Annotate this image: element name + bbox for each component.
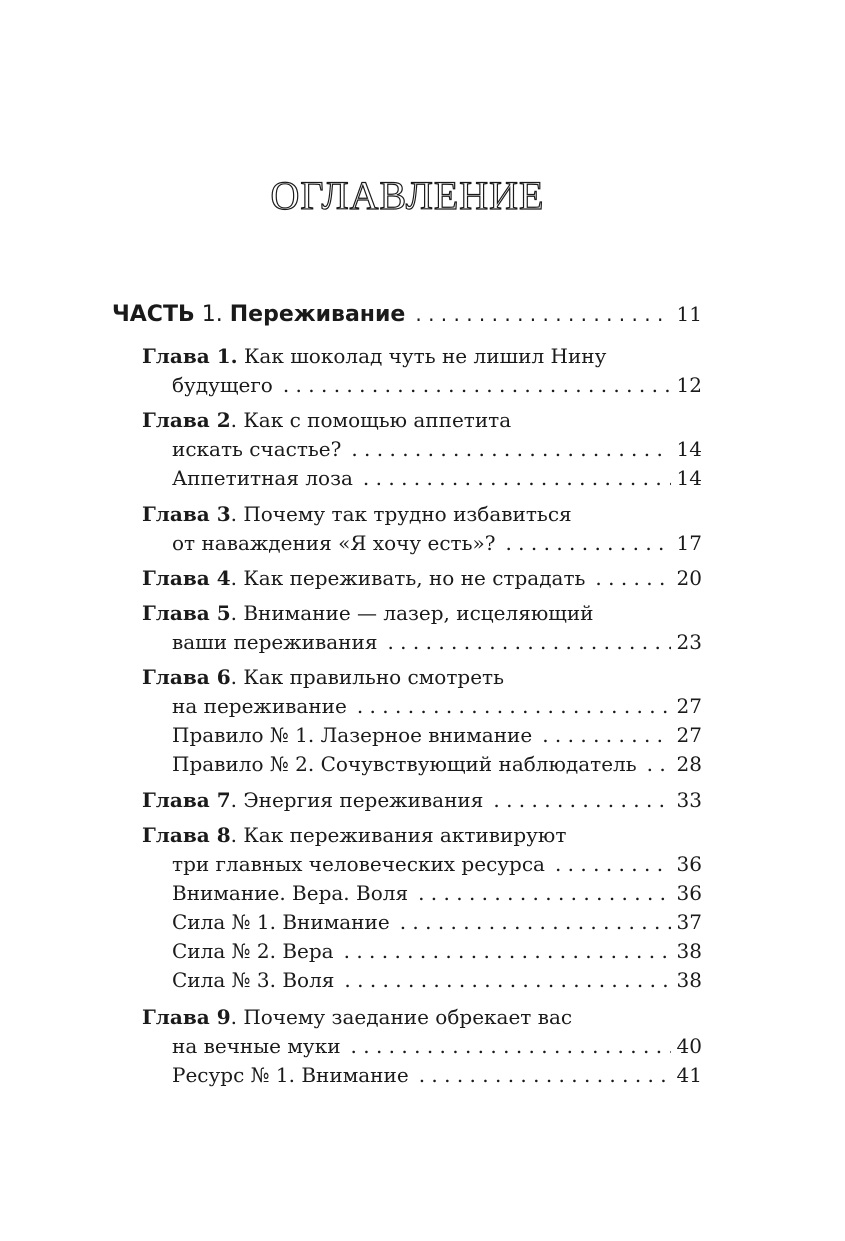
- dot-leader: [418, 879, 670, 907]
- page-number: 38: [676, 968, 702, 992]
- page-number: 41: [676, 1063, 702, 1087]
- dot-leader: [351, 1032, 671, 1060]
- section-title: Аппетитная лоза: [172, 466, 353, 490]
- toc-chapter-5-cont[interactable]: [172, 628, 702, 656]
- page-number: 28: [676, 752, 702, 776]
- page-number: 17: [676, 531, 702, 555]
- page-number: 23: [676, 630, 702, 654]
- chapter-title: . Как переживать, но не страдать: [230, 566, 586, 590]
- dot-leader: [419, 1061, 671, 1089]
- toc-section[interactable]: [172, 937, 702, 965]
- toc-chapter-9[interactable]: [142, 1003, 702, 1031]
- chapter-title-cont: на переживание: [172, 694, 347, 718]
- toc-chapter-9-cont[interactable]: [172, 1032, 702, 1060]
- page-number: 20: [676, 566, 702, 590]
- part-label: ЧАСТЬ: [112, 302, 195, 327]
- page-number: 11: [676, 302, 702, 326]
- page-number: 27: [676, 723, 702, 747]
- dot-leader: [542, 721, 670, 749]
- chapter-label: Глава 6: [142, 665, 231, 689]
- toc-chapter-5[interactable]: [142, 599, 702, 627]
- chapter-title-cont: искать счастье?: [172, 437, 342, 461]
- toc-chapter-6[interactable]: [142, 663, 702, 691]
- part-title: Переживание: [229, 302, 406, 327]
- chapter-title: . Почему заедание обрекает вас: [230, 1005, 573, 1029]
- chapter-label: Глава 9: [142, 1005, 231, 1029]
- dot-leader: [493, 786, 670, 814]
- chapter-label: Глава 2: [142, 408, 231, 432]
- page-number: 27: [676, 694, 702, 718]
- dot-leader: [387, 628, 670, 656]
- chapter-label: Глава 5: [142, 601, 231, 625]
- toc-chapter-1[interactable]: [142, 342, 702, 370]
- chapter-title: Как шоколад чуть не лишил Нину: [243, 344, 607, 368]
- page-number: 38: [676, 939, 702, 963]
- page-number: 40: [676, 1034, 702, 1058]
- chapter-title: . Внимание — лазер, исцеляющий: [230, 601, 594, 625]
- toc-section[interactable]: [172, 721, 702, 749]
- toc-part-1[interactable]: [112, 300, 702, 328]
- part-number: 1: [201, 302, 216, 327]
- toc-chapter-7[interactable]: [142, 786, 702, 814]
- dot-leader: [595, 564, 670, 592]
- section-title: Сила № 2. Вера: [172, 939, 334, 963]
- dot-leader: [344, 966, 670, 994]
- chapter-label: Глава 3: [142, 502, 231, 526]
- dot-leader: [505, 529, 670, 557]
- toc-section[interactable]: [172, 464, 702, 492]
- toc-chapter-2-cont[interactable]: [172, 435, 702, 463]
- chapter-title-cont: на вечные муки: [172, 1034, 341, 1058]
- chapter-title: . Как переживания активируют: [230, 823, 567, 847]
- page-number: 36: [676, 852, 702, 876]
- section-title: Правило № 2. Сочувствующий наблюдатель: [172, 752, 637, 776]
- dot-leader: [357, 692, 671, 720]
- toc-chapter-1-cont[interactable]: [172, 371, 702, 399]
- section-title: Ресурс № 1. Внимание: [172, 1063, 409, 1087]
- part-separator: .: [215, 302, 230, 327]
- toc-section[interactable]: [172, 1061, 702, 1089]
- chapter-title: . Энергия переживания: [230, 788, 484, 812]
- toc-chapter-4[interactable]: [142, 564, 702, 592]
- page-number: 14: [676, 466, 702, 490]
- dot-leader: [415, 300, 670, 328]
- chapter-label: Глава 8: [142, 823, 231, 847]
- page-number: 12: [676, 373, 702, 397]
- toc-chapter-8-cont[interactable]: [172, 850, 702, 878]
- part-heading: [112, 301, 405, 329]
- dot-leader: [555, 850, 671, 878]
- toc-section[interactable]: [172, 750, 702, 778]
- chapter-title-cont: три главных человеческих ресурса: [172, 852, 545, 876]
- toc-section[interactable]: [172, 908, 702, 936]
- chapter-title: . Почему так трудно избавиться: [230, 502, 572, 526]
- dot-leader: [400, 908, 671, 936]
- dot-leader: [363, 464, 671, 492]
- toc-section[interactable]: [172, 966, 702, 994]
- section-title: Правило № 1. Лазерное внимание: [172, 723, 533, 747]
- page-number: 33: [676, 788, 702, 812]
- toc-section[interactable]: [172, 879, 702, 907]
- section-title: Сила № 1. Внимание: [172, 910, 390, 934]
- dot-leader: [283, 371, 671, 399]
- dot-leader: [344, 937, 671, 965]
- chapter-label: Глава 1.: [142, 344, 238, 368]
- page-number: 36: [676, 881, 702, 905]
- toc-chapter-8[interactable]: [142, 821, 702, 849]
- chapter-title: . Как с помощью аппетита: [230, 408, 512, 432]
- chapter-title: . Как правильно смотреть: [230, 665, 505, 689]
- chapter-title-cont: ваши переживания: [172, 630, 378, 654]
- chapter-label: Глава 7: [142, 788, 231, 812]
- section-title: Сила № 3. Воля: [172, 968, 335, 992]
- toc-chapter-2[interactable]: [142, 406, 702, 434]
- toc-chapter-6-cont[interactable]: [172, 692, 702, 720]
- toc-chapter-3[interactable]: [142, 500, 702, 528]
- dot-leader: [647, 750, 671, 778]
- chapter-title-cont: от наваждения «Я хочу есть»?: [172, 531, 496, 555]
- chapter-label: Глава 4: [142, 566, 231, 590]
- dot-leader: [351, 435, 670, 463]
- section-title: Внимание. Вера. Воля: [172, 881, 409, 905]
- page-number: 37: [676, 910, 702, 934]
- page-number: 14: [676, 437, 702, 461]
- toc-chapter-3-cont[interactable]: [172, 529, 702, 557]
- page-title: ОГЛАВЛЕНИЕ: [270, 173, 545, 218]
- chapter-title-cont: будущего: [172, 373, 273, 397]
